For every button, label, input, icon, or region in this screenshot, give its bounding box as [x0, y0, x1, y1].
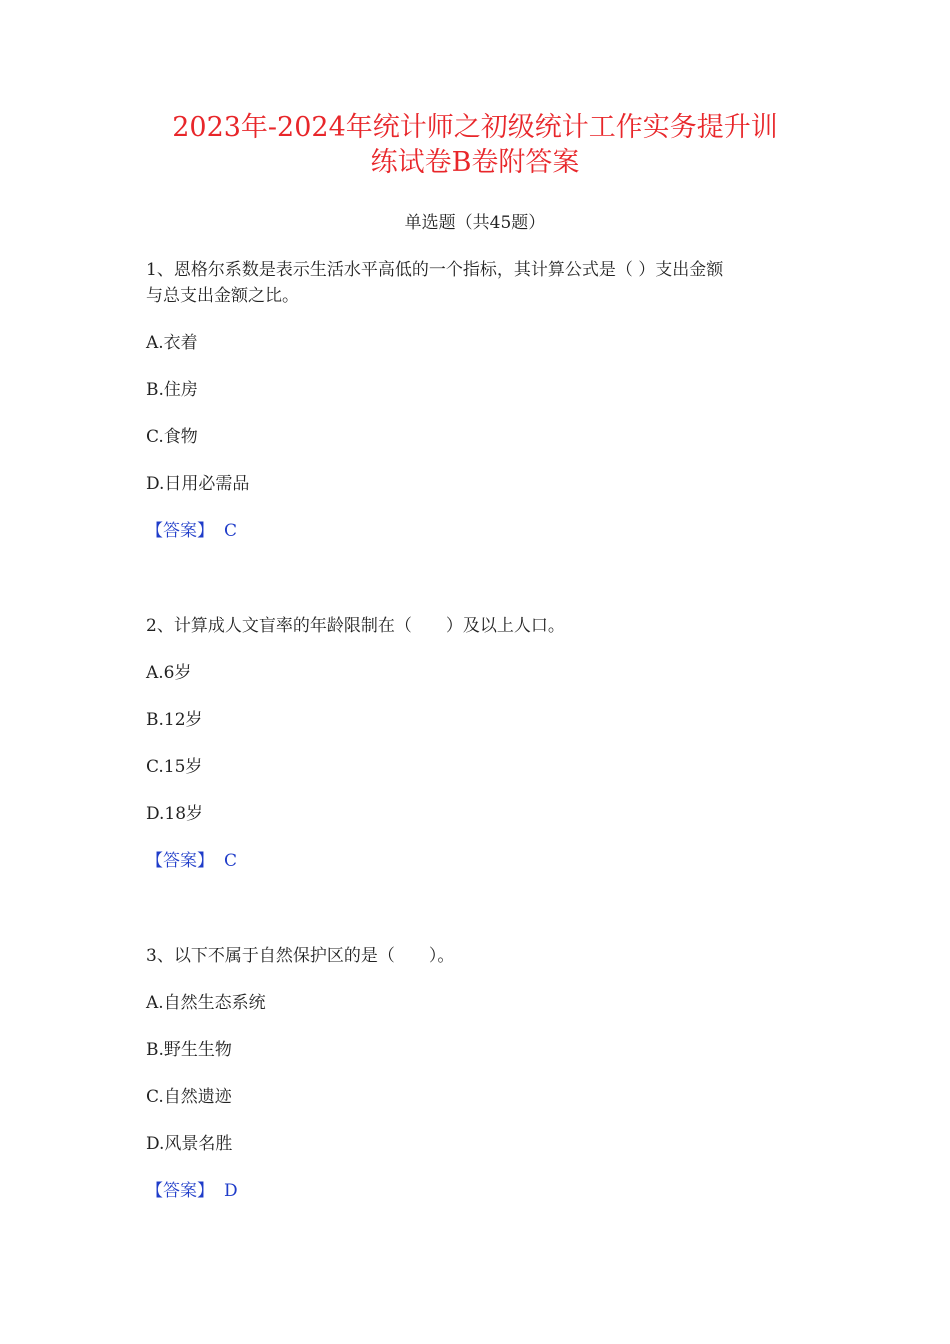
title-line-2: 练试卷B卷附答案: [370, 147, 580, 178]
answer-tag: 【答案】: [146, 521, 214, 541]
option-a: A.6岁: [146, 663, 192, 683]
question-stem: 1、恩格尔系数是表示生活水平高低的一个指标，其计算公式是（ ）支出金额: [146, 260, 724, 280]
answer-value: D: [224, 1181, 238, 1201]
answer-tag: 【答案】: [146, 1181, 214, 1201]
question-stem-continued: 与总支出金额之比。: [146, 286, 299, 306]
title-line-1: 2023年-2024年统计师之初级统计工作实务提升训: [172, 112, 778, 143]
option-d: D.风景名胜: [146, 1134, 233, 1154]
answer-value: C: [224, 521, 238, 541]
option-c: C.15岁: [146, 757, 203, 777]
section-label: 单选题（共45题）: [404, 213, 546, 233]
option-d: D.日用必需品: [146, 474, 250, 494]
answer-line: [146, 1179, 238, 1203]
option-c: C.食物: [146, 427, 198, 447]
answer-value: C: [224, 851, 238, 871]
option-d: D.18岁: [146, 804, 204, 824]
answer-line: [146, 519, 237, 543]
option-a: A.自然生态系统: [146, 993, 266, 1013]
option-b: B.野生生物: [146, 1040, 232, 1060]
option-b: B.12岁: [146, 710, 203, 730]
option-c: C.自然遗迹: [146, 1087, 232, 1107]
answer-line: [146, 849, 237, 873]
option-a: A.衣着: [146, 333, 198, 353]
answer-tag: 【答案】: [146, 851, 214, 871]
question-stem: 2、计算成人文盲率的年龄限制在（ ）及以上人口。: [146, 616, 565, 636]
option-b: B.住房: [146, 380, 198, 400]
question-stem: 3、以下不属于自然保护区的是（ ）。: [146, 946, 455, 966]
